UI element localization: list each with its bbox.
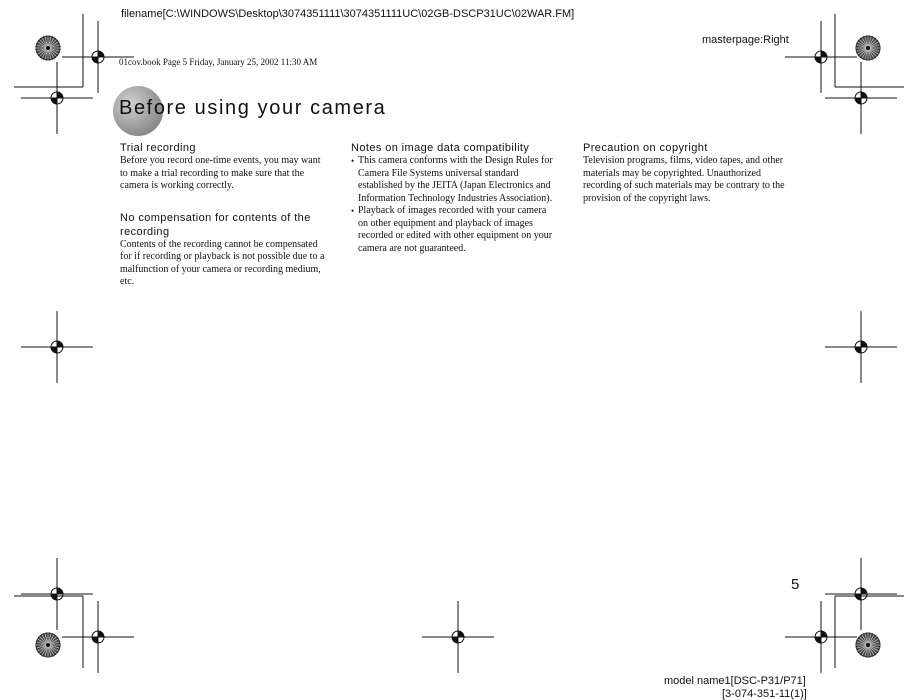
starburst-target xyxy=(36,36,60,60)
footer-model: model name1[DSC-P31/P71] xyxy=(664,675,806,687)
section-heading: Trial recording xyxy=(120,142,196,154)
column-right xyxy=(583,141,789,205)
section-copyright xyxy=(583,141,789,205)
book-stamp: 01cov.book Page 5 Friday, January 25, 2002 11:30 AM xyxy=(119,57,318,67)
page-title: Before using your camera xyxy=(119,97,387,119)
registration-crosshair xyxy=(825,558,897,630)
registration-crosshair xyxy=(785,601,857,673)
section-image-compatibility xyxy=(351,141,556,255)
starburst-target xyxy=(856,36,880,60)
registration-crosshair xyxy=(21,558,93,630)
registration-crosshair xyxy=(422,601,494,673)
registration-crosshair xyxy=(21,311,93,383)
starburst-target xyxy=(36,633,60,657)
section-heading: Precaution on copyright xyxy=(583,142,708,154)
registration-crosshair xyxy=(21,62,93,134)
section-body: Television programs, films, video tapes, and other materials may be copyrighted. Unauthorized recording of such materials may be contrary to the provision of the copyright laws. xyxy=(583,155,785,204)
bullet-item: • This camera conforms with the Design Rules for Camera File Systems universal standard established by the JEITA (Japan Electronics and Information Technology Industries Association). xyxy=(351,155,556,205)
bullet-list xyxy=(351,155,556,255)
bullet-item: • Playback of images recorded with your camera on other equipment and playback of images recorded or edited with other equipment on your camera are not guaranteed. xyxy=(351,205,556,255)
section-no-compensation xyxy=(120,211,330,289)
registration-crosshair xyxy=(825,311,897,383)
registration-crosshair xyxy=(62,601,134,673)
masterpage-label: masterpage:Right xyxy=(702,34,789,46)
section-trial-recording xyxy=(120,141,330,193)
registration-crosshair xyxy=(825,62,897,134)
starburst-target xyxy=(856,633,880,657)
section-body: Contents of the recording cannot be compensated for if recording or playback is not possible due to a malfunction of your camera or recording medium, etc. xyxy=(120,238,325,287)
section-heading: No compensation for contents of the recording xyxy=(120,211,311,238)
page-number: 5 xyxy=(791,576,800,593)
registration-crosshair xyxy=(785,21,857,93)
column-left xyxy=(120,141,330,289)
section-body: Before you record one-time events, you may want to make a trial recording to make sure that the camera is working correctly. xyxy=(120,155,321,191)
section-heading: Notes on image data compatibility xyxy=(351,142,530,154)
filename-label: filename[C:\WINDOWS\Desktop\3074351111\3074351111UC\02GB-DSCP31UC\02WAR.FM] xyxy=(121,8,575,20)
footer-code: [3-074-351-11(1)] xyxy=(722,688,807,700)
column-middle xyxy=(351,141,556,255)
